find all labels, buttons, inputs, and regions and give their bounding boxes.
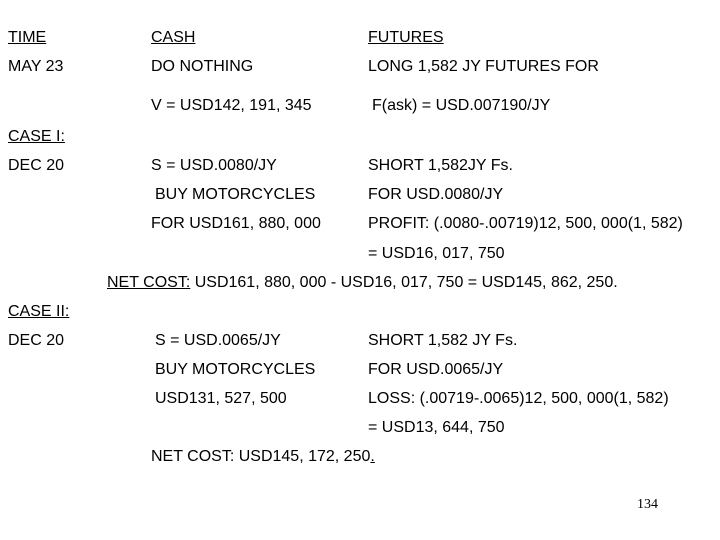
case1-label: CASE I:	[8, 128, 65, 145]
case2-date: DEC 20	[8, 332, 65, 349]
case2-net-cost-text: NET COST: USD145, 172, 250	[151, 448, 371, 465]
case2-futures-line1: SHORT 1,582 JY Fs.	[368, 332, 518, 349]
header-futures: FUTURES	[368, 29, 444, 46]
case1-futures-line3: PROFIT: (.0080-.00719)12, 500, 000(1, 582)	[368, 215, 683, 232]
header-cash: CASH	[151, 29, 196, 46]
may-cash-line1: DO NOTHING	[151, 58, 254, 75]
header-time: TIME	[8, 29, 47, 46]
case1-net-cost-value: USD161, 880, 000 - USD16, 017, 750 = USD145, 862, 250.	[190, 274, 618, 291]
case1-futures-line1: SHORT 1,582JY Fs.	[368, 157, 513, 174]
may-cash-line2: V = USD142, 191, 345	[151, 97, 312, 114]
case2-cash-line3: USD131, 527, 500	[155, 390, 287, 407]
case1-cash-line1: S = USD.0080/JY	[151, 157, 277, 174]
case2-net-cost-period: .	[370, 448, 375, 465]
case1-net-cost-label: NET COST:	[107, 274, 191, 291]
case1-futures-line4: = USD16, 017, 750	[368, 245, 505, 262]
case1-net-cost	[107, 274, 618, 292]
case2-cash-line1: S = USD.0065/JY	[155, 332, 281, 349]
case2-futures-line3: LOSS: (.00719-.0065)12, 500, 000(1, 582)	[368, 390, 669, 407]
case2-label: CASE II:	[8, 303, 70, 320]
page-number: 134	[637, 497, 658, 512]
case1-date: DEC 20	[8, 157, 65, 174]
case2-futures-line4: = USD13, 644, 750	[368, 419, 505, 436]
may-futures-line1: LONG 1,582 JY FUTURES FOR	[368, 58, 599, 75]
may-futures-line2: F(ask) = USD.007190/JY	[372, 97, 551, 114]
case2-cash-line2: BUY MOTORCYCLES	[155, 361, 316, 378]
case1-futures-line2: FOR USD.0080/JY	[368, 186, 504, 203]
case2-futures-line2: FOR USD.0065/JY	[368, 361, 504, 378]
case2-net-cost	[151, 448, 375, 466]
case1-cash-line3: FOR USD161, 880, 000	[151, 215, 321, 232]
may-date: MAY 23	[8, 58, 64, 75]
case1-cash-line2: BUY MOTORCYCLES	[155, 186, 316, 203]
